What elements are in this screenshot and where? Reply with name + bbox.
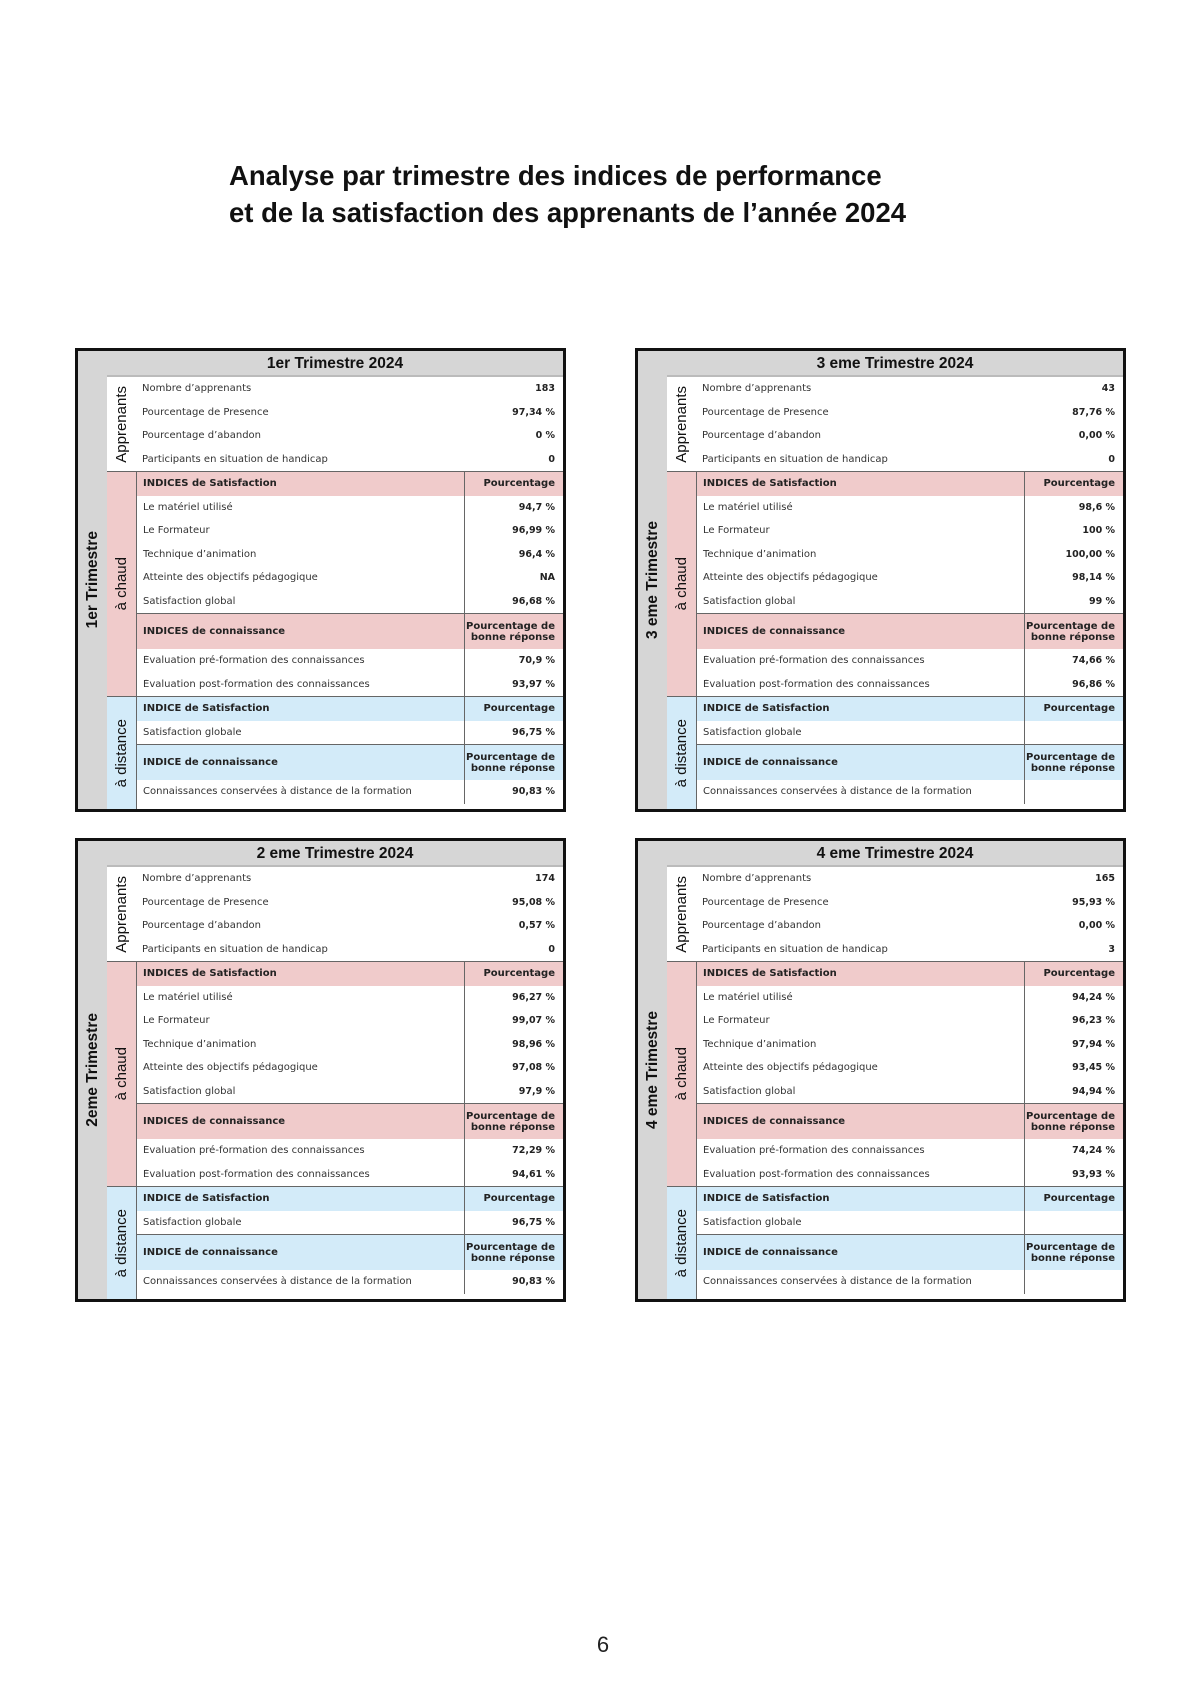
row-value: 94,94 % — [1024, 1080, 1123, 1104]
quarter-title: 1er Trimestre 2024 — [107, 351, 563, 377]
quarter-body — [107, 867, 563, 1299]
table-row — [136, 867, 563, 891]
table-row — [697, 780, 1123, 804]
table-row — [697, 1270, 1123, 1294]
section-header-row — [137, 962, 563, 986]
quarter-body — [667, 867, 1123, 1299]
column-header: Pourcentage — [464, 472, 563, 496]
table-row — [696, 867, 1123, 891]
section-header-row — [137, 472, 563, 496]
table-row — [696, 914, 1123, 938]
section-apprenants — [107, 377, 563, 472]
section-header-label: INDICE de connaissance — [143, 1247, 278, 1258]
quarter-title: 3 eme Trimestre 2024 — [667, 351, 1123, 377]
section-header-row — [697, 697, 1123, 721]
section-header-label: INDICES de connaissance — [703, 626, 846, 637]
row-label: Atteinte des objectifs pédagogique — [143, 1062, 318, 1074]
section-distance — [107, 697, 563, 809]
quarter-table-4 — [635, 838, 1126, 1302]
table-row — [137, 1211, 563, 1235]
section-label — [107, 962, 136, 1186]
row-value: 93,97 % — [464, 673, 563, 697]
row-label: Nombre d’apprenants — [702, 873, 812, 885]
section-header-label: INDICES de connaissance — [143, 1116, 286, 1127]
table-row — [697, 721, 1123, 745]
column-header: Pourcentage de bonne réponse — [464, 1104, 563, 1139]
row-value: 97,08 % — [464, 1056, 563, 1080]
section-chaud — [107, 962, 563, 1187]
table-row — [137, 986, 563, 1010]
section-header-label: INDICE de connaissance — [703, 757, 838, 768]
table-row — [697, 673, 1123, 697]
quarter-side-label — [638, 351, 667, 809]
table-row — [136, 377, 563, 401]
row-value: 87,76 % — [1072, 406, 1115, 418]
row-value: 100 % — [1024, 519, 1123, 543]
section-label-text: à chaud — [673, 557, 690, 611]
section-label-text: à distance — [113, 718, 130, 788]
row-value: 70,9 % — [464, 649, 563, 673]
row-label: Le Formateur — [703, 1015, 770, 1027]
quarter-body — [107, 377, 563, 809]
section-content — [136, 472, 563, 696]
section-label — [107, 697, 136, 809]
section-header-row — [697, 962, 1123, 986]
row-value: 96,75 % — [464, 1211, 563, 1235]
row-value: 95,93 % — [1072, 896, 1115, 908]
column-header: Pourcentage de bonne réponse — [464, 614, 563, 649]
section-label — [667, 962, 696, 1186]
quarter-side-label-text: 4 eme Trimestre — [643, 1010, 661, 1130]
row-label: Satisfaction global — [143, 1085, 236, 1097]
row-label: Évaluation pré-formation des connaissances — [143, 1145, 365, 1157]
row-value: 96,4 % — [464, 543, 563, 567]
row-value — [1024, 721, 1123, 745]
quarter-table-1 — [75, 348, 566, 812]
row-value: 165 — [1095, 873, 1115, 885]
table-row — [137, 1056, 563, 1080]
row-label: Pourcentage de Presence — [142, 896, 269, 908]
table-row — [136, 938, 563, 962]
column-header: Pourcentage de bonne réponse — [1024, 1235, 1123, 1270]
row-value: 96,99 % — [464, 519, 563, 543]
row-label: Connaissances conservées à distance de la formation — [143, 1276, 412, 1288]
row-value: 99,07 % — [464, 1009, 563, 1033]
row-label: Le matériel utilisé — [703, 991, 793, 1003]
row-value: 94,24 % — [1024, 986, 1123, 1010]
table-row — [697, 986, 1123, 1010]
section-label-text: à distance — [673, 718, 690, 788]
table-row — [137, 1033, 563, 1057]
row-value: 174 — [535, 873, 555, 885]
section-content — [136, 1187, 563, 1299]
table-row — [137, 649, 563, 673]
table-row — [697, 1163, 1123, 1187]
row-label: Participants en situation de handicap — [702, 453, 888, 465]
section-content — [696, 472, 1123, 696]
page-title-line-1: Analyse par trimestre des indices de performance — [229, 160, 882, 191]
section-label-text: à distance — [673, 1208, 690, 1278]
section-label — [107, 472, 136, 696]
row-value: 0 % — [535, 430, 555, 442]
section-header-row — [137, 613, 563, 649]
table-row — [137, 566, 563, 590]
row-label: Nombre d’apprenants — [142, 383, 252, 395]
row-label: Pourcentage de Presence — [702, 896, 829, 908]
row-label: Atteinte des objectifs pédagogique — [703, 572, 878, 584]
section-header-row — [697, 1234, 1123, 1270]
section-apprenants — [107, 867, 563, 962]
row-value: 98,6 % — [1024, 496, 1123, 520]
quarter-table-3 — [75, 838, 566, 1302]
table-row — [697, 1139, 1123, 1163]
row-value: 97,94 % — [1024, 1033, 1123, 1057]
section-distance — [107, 1187, 563, 1299]
row-value: 0,00 % — [1078, 920, 1115, 932]
row-value: 3 — [1108, 943, 1115, 955]
row-label: Pourcentage d’abandon — [142, 430, 262, 442]
quarter-main — [107, 841, 563, 1299]
section-label-text: Apprenants — [673, 875, 690, 953]
quarter-main — [107, 351, 563, 809]
table-row — [696, 448, 1123, 472]
section-label-text: à chaud — [113, 557, 130, 611]
row-label: Participants en situation de handicap — [142, 943, 328, 955]
section-label-text: Apprenants — [113, 875, 130, 953]
section-apprenants — [667, 867, 1123, 962]
section-header-row — [137, 1234, 563, 1270]
row-value — [1024, 1270, 1123, 1294]
row-label: Nombre d’apprenants — [702, 383, 812, 395]
row-label: Satisfaction global — [143, 595, 236, 607]
section-label — [107, 1187, 136, 1299]
row-value: 98,96 % — [464, 1033, 563, 1057]
row-label: Connaissances conservées à distance de la formation — [703, 1276, 972, 1288]
section-content — [696, 377, 1123, 471]
section-header-label: INDICES de Satisfaction — [703, 968, 837, 980]
section-header-row — [697, 1187, 1123, 1211]
table-row — [137, 590, 563, 614]
row-value: 97,34 % — [512, 406, 555, 418]
row-label: Connaissances conservées à distance de la formation — [143, 786, 412, 798]
section-label — [107, 377, 136, 471]
section-header-row — [137, 697, 563, 721]
row-value: 95,08 % — [512, 896, 555, 908]
table-row — [697, 1009, 1123, 1033]
row-value: 96,68 % — [464, 590, 563, 614]
table-row — [696, 424, 1123, 448]
column-header: Pourcentage de bonne réponse — [464, 745, 563, 780]
section-header-label: INDICE de Satisfaction — [703, 703, 830, 715]
table-row — [697, 1033, 1123, 1057]
row-label: Satisfaction globale — [143, 726, 242, 738]
row-label: Technique d’animation — [143, 1038, 257, 1050]
table-row — [136, 448, 563, 472]
table-row — [696, 938, 1123, 962]
row-value: 0 — [548, 453, 555, 465]
quarter-main — [667, 841, 1123, 1299]
row-label: Technique d’animation — [143, 548, 257, 560]
quarter-side-label-text: 3 eme Trimestre — [643, 520, 661, 640]
row-label: Évaluation pré-formation des connaissances — [703, 1145, 925, 1157]
table-row — [137, 543, 563, 567]
row-value: 0,57 % — [518, 920, 555, 932]
column-header: Pourcentage — [1024, 697, 1123, 721]
row-value: 0 — [548, 943, 555, 955]
section-header-label: INDICES de connaissance — [143, 626, 286, 637]
section-distance — [667, 1187, 1123, 1299]
row-label: Connaissances conservées à distance de la formation — [703, 786, 972, 798]
quarter-main — [667, 351, 1123, 809]
section-header-label: INDICE de Satisfaction — [703, 1193, 830, 1205]
section-header-row — [697, 472, 1123, 496]
quarter-table-2 — [635, 348, 1126, 812]
section-label — [107, 867, 136, 961]
table-row — [136, 401, 563, 425]
row-label: Participants en situation de handicap — [702, 943, 888, 955]
section-header-label: INDICES de Satisfaction — [703, 478, 837, 490]
row-value: 94,7 % — [464, 496, 563, 520]
row-value: 93,93 % — [1024, 1163, 1123, 1187]
table-row — [696, 891, 1123, 915]
section-label-text: à distance — [113, 1208, 130, 1278]
table-row — [696, 377, 1123, 401]
row-label: Satisfaction global — [703, 1085, 796, 1097]
section-label-text: Apprenants — [673, 385, 690, 463]
row-value: 96,27 % — [464, 986, 563, 1010]
row-label: Satisfaction global — [703, 595, 796, 607]
section-label-text: à chaud — [673, 1047, 690, 1101]
row-label: Pourcentage d’abandon — [702, 430, 822, 442]
row-label: Le matériel utilisé — [143, 991, 233, 1003]
section-content — [136, 962, 563, 1186]
section-header-row — [137, 744, 563, 780]
quarter-title: 2 eme Trimestre 2024 — [107, 841, 563, 867]
row-value: 96,75 % — [464, 721, 563, 745]
column-header: Pourcentage — [1024, 472, 1123, 496]
column-header: Pourcentage — [464, 1187, 563, 1211]
column-header: Pourcentage de bonne réponse — [1024, 614, 1123, 649]
column-header: Pourcentage — [464, 962, 563, 986]
table-row — [697, 590, 1123, 614]
row-label: Évaluation pré-formation des connaissances — [703, 655, 925, 667]
table-row — [697, 543, 1123, 567]
section-label-text: à chaud — [113, 1047, 130, 1101]
row-label: Technique d’animation — [703, 548, 817, 560]
row-value: 94,61 % — [464, 1163, 563, 1187]
row-label: Satisfaction globale — [703, 1216, 802, 1228]
table-row — [697, 496, 1123, 520]
row-value: 74,66 % — [1024, 649, 1123, 673]
section-header-row — [137, 1187, 563, 1211]
row-value: 90,83 % — [464, 780, 563, 804]
row-value: 93,45 % — [1024, 1056, 1123, 1080]
section-header-label: INDICE de Satisfaction — [143, 1193, 270, 1205]
row-label: Le Formateur — [143, 1015, 210, 1027]
row-value: 72,29 % — [464, 1139, 563, 1163]
row-value: 98,14 % — [1024, 566, 1123, 590]
row-value: 96,23 % — [1024, 1009, 1123, 1033]
table-row — [697, 1080, 1123, 1104]
row-label: Atteinte des objectifs pédagogique — [143, 572, 318, 584]
section-content — [136, 867, 563, 961]
section-content — [136, 697, 563, 809]
table-row — [137, 780, 563, 804]
table-row — [697, 566, 1123, 590]
row-label: Le Formateur — [143, 525, 210, 537]
section-header-label: INDICES de Satisfaction — [143, 478, 277, 490]
section-distance — [667, 697, 1123, 809]
page-title-line-2: et de la satisfaction des apprenants de l’année 2024 — [229, 197, 907, 228]
table-row — [697, 1211, 1123, 1235]
section-content — [696, 697, 1123, 809]
row-value: 100,00 % — [1024, 543, 1123, 567]
column-header: Pourcentage — [1024, 962, 1123, 986]
row-label: Satisfaction globale — [703, 726, 802, 738]
row-label: Pourcentage de Presence — [142, 406, 269, 418]
row-value: 90,83 % — [464, 1270, 563, 1294]
column-header: Pourcentage — [1024, 1187, 1123, 1211]
quarter-side-label-text: 1er Trimestre — [83, 531, 101, 629]
row-value: 0,00 % — [1078, 430, 1115, 442]
table-row — [696, 401, 1123, 425]
row-label: Technique d’animation — [703, 1038, 817, 1050]
section-header-row — [697, 1103, 1123, 1139]
section-chaud — [667, 472, 1123, 697]
table-row — [697, 519, 1123, 543]
section-chaud — [667, 962, 1123, 1187]
column-header: Pourcentage de bonne réponse — [1024, 1104, 1123, 1139]
table-row — [137, 1270, 563, 1294]
row-value: 99 % — [1024, 590, 1123, 614]
quarter-title: 4 eme Trimestre 2024 — [667, 841, 1123, 867]
page-number: 6 — [596, 1632, 610, 1657]
table-row — [697, 1056, 1123, 1080]
row-value: 96,86 % — [1024, 673, 1123, 697]
table-row — [137, 496, 563, 520]
section-label — [667, 867, 696, 961]
section-content — [696, 867, 1123, 961]
section-header-row — [137, 1103, 563, 1139]
quarter-side-label-text: 2eme Trimestre — [83, 1013, 101, 1127]
row-value — [1024, 780, 1123, 804]
row-label: Le matériel utilisé — [703, 501, 793, 513]
quarter-side-label — [638, 841, 667, 1299]
table-row — [137, 519, 563, 543]
section-label — [667, 472, 696, 696]
row-value: 0 — [1108, 453, 1115, 465]
table-row — [137, 673, 563, 697]
row-label: Le matériel utilisé — [143, 501, 233, 513]
quarter-body — [667, 377, 1123, 809]
row-label: Participants en situation de handicap — [142, 453, 328, 465]
row-label: Évaluation post-formation des connaissances — [703, 678, 930, 690]
row-label: Pourcentage d’abandon — [702, 920, 822, 932]
section-content — [696, 962, 1123, 1186]
row-label: Évaluation post-formation des connaissances — [143, 1168, 370, 1180]
quarter-side-label — [78, 841, 107, 1299]
quarter-side-label — [78, 351, 107, 809]
row-label: Évaluation post-formation des connaissances — [143, 678, 370, 690]
section-header-label: INDICE de connaissance — [703, 1247, 838, 1258]
column-header: Pourcentage de bonne réponse — [464, 1235, 563, 1270]
section-content — [136, 377, 563, 471]
section-label-text: Apprenants — [113, 385, 130, 463]
row-value: 97,9 % — [464, 1080, 563, 1104]
table-row — [137, 1080, 563, 1104]
table-row — [137, 1009, 563, 1033]
column-header: Pourcentage — [464, 697, 563, 721]
table-row — [136, 914, 563, 938]
row-label: Pourcentage d’abandon — [142, 920, 262, 932]
table-row — [697, 649, 1123, 673]
row-value: NA — [464, 566, 563, 590]
table-row — [137, 721, 563, 745]
page-title — [229, 157, 906, 231]
row-value: 183 — [535, 383, 555, 395]
section-header-label: INDICE de connaissance — [143, 757, 278, 768]
section-label — [667, 1187, 696, 1299]
table-row — [137, 1163, 563, 1187]
table-row — [136, 891, 563, 915]
table-row — [137, 1139, 563, 1163]
row-label: Le Formateur — [703, 525, 770, 537]
section-header-label: INDICES de Satisfaction — [143, 968, 277, 980]
section-header-label: INDICE de Satisfaction — [143, 703, 270, 715]
section-label — [667, 377, 696, 471]
column-header: Pourcentage de bonne réponse — [1024, 745, 1123, 780]
section-label — [667, 697, 696, 809]
row-label: Atteinte des objectifs pédagogique — [703, 1062, 878, 1074]
row-label: Pourcentage de Presence — [702, 406, 829, 418]
row-value: 43 — [1101, 383, 1115, 395]
row-label: Nombre d’apprenants — [142, 873, 252, 885]
section-header-row — [697, 613, 1123, 649]
row-label: Évaluation pré-formation des connaissances — [143, 655, 365, 667]
section-content — [696, 1187, 1123, 1299]
row-value — [1024, 1211, 1123, 1235]
table-row — [136, 424, 563, 448]
section-header-label: INDICES de connaissance — [703, 1116, 846, 1127]
row-label: Satisfaction globale — [143, 1216, 242, 1228]
row-value: 74,24 % — [1024, 1139, 1123, 1163]
section-header-row — [697, 744, 1123, 780]
row-label: Évaluation post-formation des connaissances — [703, 1168, 930, 1180]
section-chaud — [107, 472, 563, 697]
section-apprenants — [667, 377, 1123, 472]
